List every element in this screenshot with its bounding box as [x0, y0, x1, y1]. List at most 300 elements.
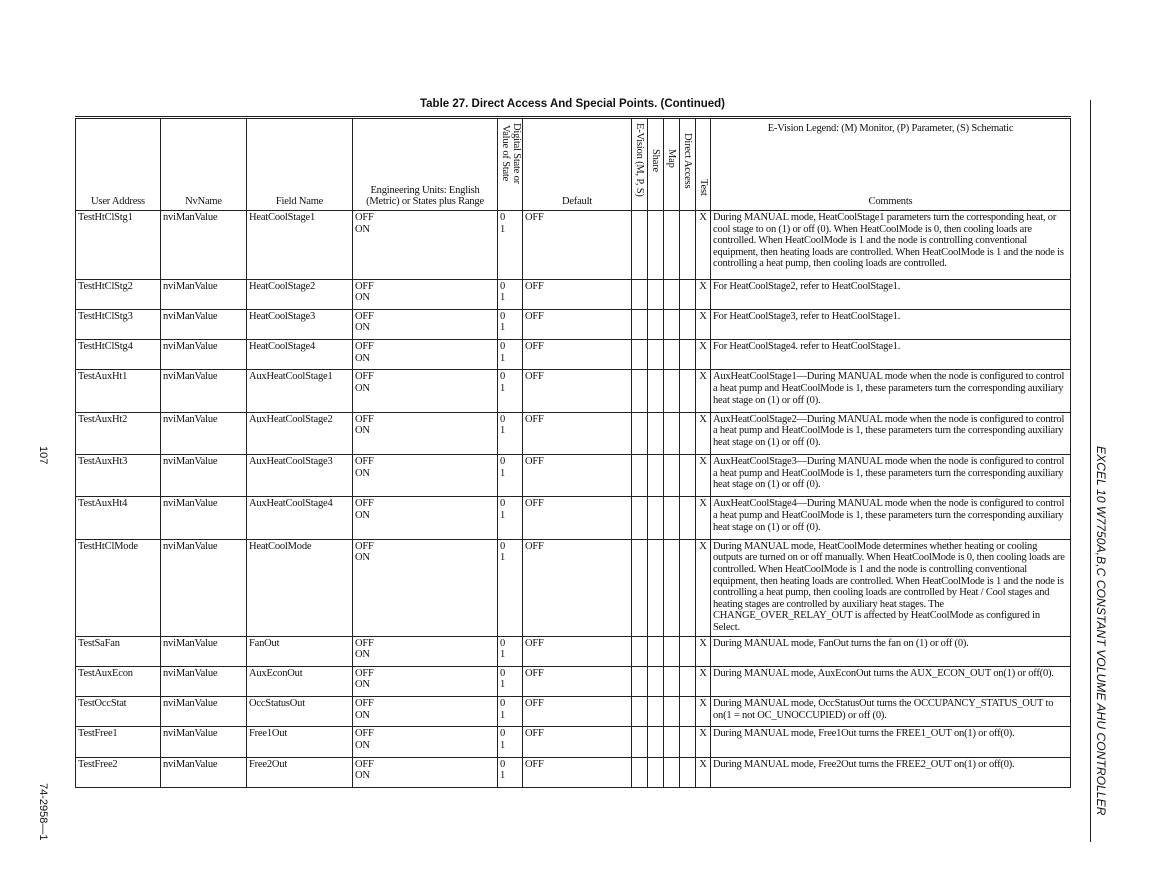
cell-nvname-text: nviManValue — [163, 413, 218, 425]
table-row — [76, 539, 1071, 636]
cell-field-name-text: HeatCoolStage3 — [249, 310, 316, 322]
cell-direct-access — [680, 455, 696, 497]
cell-default-text: OFF — [525, 413, 544, 425]
table-row — [76, 757, 1071, 787]
cell-user-address — [76, 370, 161, 412]
cell-states — [353, 211, 498, 280]
header-digital-state — [498, 118, 523, 211]
cell-map — [664, 455, 680, 497]
cell-comment-text: AuxHeatCoolStage4—During MANUAL mode when the node is configured to control a heat pump and HeatCoolMode is 1, these parameters turn the corresponding auxiliary heat stage on (1) or off (0). — [713, 498, 1065, 533]
cell-direct-access — [680, 539, 696, 636]
cell-comment-text: For HeatCoolStage4. refer to HeatCoolStage1. — [713, 341, 901, 353]
cell-field-name-text: Free2Out — [249, 758, 288, 770]
cell-default — [523, 370, 632, 412]
cell-field-name-text: FanOut — [249, 637, 280, 649]
cell-states-text: OFF — [355, 413, 374, 425]
cell-nvname-text: nviManValue — [163, 280, 218, 292]
cell-values-text: 0 — [500, 371, 506, 383]
cell-states-text: ON — [355, 552, 370, 564]
cell-nvname — [161, 211, 247, 280]
cell-values — [498, 309, 523, 339]
cell-states-text: OFF — [355, 728, 374, 740]
cell-field-name-text: AuxHeatCoolStage2 — [249, 413, 333, 425]
cell-nvname-text: nviManValue — [163, 371, 218, 383]
cell-share — [648, 279, 664, 309]
cell-values — [498, 697, 523, 727]
cell-comment-text: During MANUAL mode, HeatCoolMode determines whether heating or cooling outputs are turned on or off manually. When HeatCoolMode is 0, then cooling loads are controlled. When HeatCoolMode is 1 and the node is controlling conventional equipment, then heating loads are controlled. When HeatCoolMode is 1 and the node is controlling a heat pump, then cooling loads are controlled by Heat / Cool stages and heating stages are controlled by auxiliary heat stages. The CHANGE_OVER_RELAY_OUT is affected by HeatCoolMode as configured in Select. — [713, 540, 1065, 633]
cell-test-text: X — [699, 341, 707, 353]
cell-field-name — [247, 666, 353, 696]
cell-comment — [711, 279, 1071, 309]
cell-user-address — [76, 497, 161, 539]
cell-states-text: ON — [355, 510, 370, 522]
cell-states-text: OFF — [355, 212, 374, 223]
cell-comment-text: AuxHeatCoolStage1—During MANUAL mode when the node is configured to control a heat pump and HeatCoolMode is 1, these parameters turn the corresponding auxiliary heat stage on (1) or off (0). — [713, 371, 1065, 406]
cell-states-text: OFF — [355, 540, 374, 552]
cell-comment-text: During MANUAL mode, Free2Out turns the FREE2_OUT on(1) or off(0). — [713, 758, 1015, 770]
cell-states — [353, 455, 498, 497]
cell-evision — [632, 279, 648, 309]
cell-values-text: 1 — [500, 322, 506, 334]
cell-default — [523, 757, 632, 787]
cell-comment — [711, 309, 1071, 339]
cell-user-address-text: TestHtClStg1 — [78, 212, 133, 223]
cell-test-text: X — [699, 728, 707, 740]
cell-comment — [711, 211, 1071, 280]
cell-share — [648, 340, 664, 370]
cell-field-name — [247, 370, 353, 412]
cell-values — [498, 370, 523, 412]
cell-user-address — [76, 211, 161, 280]
cell-default-text: OFF — [525, 540, 544, 552]
cell-field-name-text: HeatCoolStage1 — [249, 212, 316, 223]
cell-states-text: ON — [355, 382, 370, 394]
cell-states — [353, 497, 498, 539]
cell-nvname — [161, 309, 247, 339]
cell-values-text: 0 — [500, 498, 506, 510]
cell-user-address — [76, 279, 161, 309]
cell-values — [498, 757, 523, 787]
cell-values-text: 1 — [500, 709, 506, 721]
cell-user-address — [76, 697, 161, 727]
header-evision-label: E-Vision (M, P, S) — [634, 123, 645, 197]
cell-user-address — [76, 309, 161, 339]
table-row — [76, 636, 1071, 666]
cell-map — [664, 697, 680, 727]
cell-default — [523, 539, 632, 636]
cell-evision — [632, 666, 648, 696]
cell-user-address — [76, 455, 161, 497]
cell-field-name-text: AuxHeatCoolStage3 — [249, 456, 333, 468]
cell-states-text: ON — [355, 352, 370, 364]
cell-default-text: OFF — [525, 371, 544, 383]
cell-share — [648, 309, 664, 339]
cell-map — [664, 370, 680, 412]
cell-states-text: OFF — [355, 456, 374, 468]
cell-values-text: 0 — [500, 212, 506, 223]
cell-values-text: 1 — [500, 352, 506, 364]
cell-field-name-text: HeatCoolStage4 — [249, 341, 316, 353]
cell-states-text: OFF — [355, 498, 374, 510]
cell-values-text: 1 — [500, 223, 506, 235]
cell-user-address-text: TestHtClStg4 — [78, 341, 133, 353]
header-row — [76, 118, 1071, 211]
header-evision — [632, 118, 648, 211]
cell-user-address-text: TestAuxHt2 — [78, 413, 128, 425]
cell-evision — [632, 497, 648, 539]
cell-nvname-text: nviManValue — [163, 212, 218, 223]
cell-user-address — [76, 727, 161, 757]
side-title: EXCEL 10 W7750A,B,C CONSTANT VOLUME AHU CONTROLLER — [1094, 446, 1108, 816]
cell-values-text: 1 — [500, 382, 506, 394]
cell-test — [696, 309, 711, 339]
cell-states-text: ON — [355, 649, 370, 661]
cell-test-text: X — [699, 758, 707, 770]
cell-field-name — [247, 412, 353, 454]
cell-nvname — [161, 539, 247, 636]
cell-states — [353, 412, 498, 454]
header-share-label: Share — [650, 149, 661, 172]
table-row — [76, 340, 1071, 370]
cell-evision — [632, 727, 648, 757]
cell-map — [664, 539, 680, 636]
cell-comment-text: For HeatCoolStage2, refer to HeatCoolStage1. — [713, 280, 901, 292]
cell-map — [664, 211, 680, 280]
cell-default — [523, 727, 632, 757]
cell-default-text: OFF — [525, 637, 544, 649]
cell-comment — [711, 497, 1071, 539]
cell-values — [498, 412, 523, 454]
table-row — [76, 727, 1071, 757]
cell-field-name-text: AuxHeatCoolStage4 — [249, 498, 333, 510]
cell-direct-access — [680, 412, 696, 454]
cell-nvname — [161, 455, 247, 497]
cell-values-text: 0 — [500, 637, 506, 649]
cell-direct-access — [680, 370, 696, 412]
cell-nvname — [161, 697, 247, 727]
cell-nvname — [161, 636, 247, 666]
cell-user-address — [76, 757, 161, 787]
cell-nvname-text: nviManValue — [163, 667, 218, 679]
cell-states-text: OFF — [355, 310, 374, 322]
cell-nvname — [161, 666, 247, 696]
cell-default-text: OFF — [525, 758, 544, 770]
cell-field-name-text: Free1Out — [249, 728, 288, 740]
cell-user-address-text: TestHtClStg2 — [78, 280, 133, 292]
cell-test — [696, 455, 711, 497]
cell-states — [353, 370, 498, 412]
cell-nvname-text: nviManValue — [163, 540, 218, 552]
cell-field-name — [247, 455, 353, 497]
cell-field-name — [247, 340, 353, 370]
cell-default — [523, 211, 632, 280]
cell-test — [696, 370, 711, 412]
cell-share — [648, 757, 664, 787]
cell-states — [353, 539, 498, 636]
side-rule — [1090, 100, 1091, 842]
cell-values-text: 1 — [500, 552, 506, 564]
cell-nvname — [161, 279, 247, 309]
cell-user-address-text: TestFree1 — [78, 728, 118, 740]
cell-direct-access — [680, 636, 696, 666]
header-map-label: Map — [666, 149, 677, 168]
cell-values-text: 1 — [500, 425, 506, 437]
table-row — [76, 455, 1071, 497]
cell-default — [523, 666, 632, 696]
cell-evision — [632, 455, 648, 497]
cell-states-text: OFF — [355, 371, 374, 383]
cell-field-name — [247, 636, 353, 666]
cell-evision — [632, 757, 648, 787]
cell-nvname — [161, 412, 247, 454]
cell-values-text: 1 — [500, 292, 506, 304]
cell-default — [523, 309, 632, 339]
cell-test-text: X — [699, 456, 707, 468]
table-row — [76, 370, 1071, 412]
cell-test — [696, 497, 711, 539]
cell-field-name-text: OccStatusOut — [249, 698, 305, 710]
cell-comment — [711, 455, 1071, 497]
cell-field-name-text: AuxEconOut — [249, 667, 303, 679]
cell-states-text: ON — [355, 770, 370, 782]
cell-values — [498, 727, 523, 757]
cell-test-text: X — [699, 637, 707, 649]
cell-field-name-text: AuxHeatCoolStage1 — [249, 371, 333, 383]
cell-test-text: X — [699, 540, 707, 552]
cell-states-text: OFF — [355, 667, 374, 679]
cell-states — [353, 279, 498, 309]
cell-values-text: 1 — [500, 510, 506, 522]
cell-comment-text: For HeatCoolStage3, refer to HeatCoolStage1. — [713, 310, 901, 322]
cell-test-text: X — [699, 212, 707, 223]
cell-nvname-text: nviManValue — [163, 341, 218, 353]
cell-share — [648, 539, 664, 636]
evision-legend: E-Vision Legend: (M) Monitor, (P) Parameter, (S) Schematic — [767, 123, 1014, 134]
cell-states-text: ON — [355, 223, 370, 235]
header-direct-access-label: Direct Access — [682, 133, 693, 189]
cell-direct-access — [680, 757, 696, 787]
cell-comment — [711, 539, 1071, 636]
cell-field-name — [247, 539, 353, 636]
cell-direct-access — [680, 666, 696, 696]
cell-default-text: OFF — [525, 341, 544, 353]
cell-values-text: 1 — [500, 649, 506, 661]
cell-direct-access — [680, 211, 696, 280]
cell-direct-access — [680, 279, 696, 309]
cell-comment-text: During MANUAL mode, AuxEconOut turns the AUX_ECON_OUT on(1) or off(0). — [713, 667, 1054, 679]
cell-test — [696, 727, 711, 757]
cell-user-address-text: TestAuxHt1 — [78, 371, 128, 383]
cell-comment — [711, 412, 1071, 454]
cell-values — [498, 455, 523, 497]
cell-nvname-text: nviManValue — [163, 498, 218, 510]
cell-map — [664, 309, 680, 339]
cell-nvname-text: nviManValue — [163, 310, 218, 322]
cell-user-address-text: TestFree2 — [78, 758, 118, 770]
cell-test-text: X — [699, 280, 707, 292]
cell-states — [353, 636, 498, 666]
cell-share — [648, 211, 664, 280]
cell-test-text: X — [699, 413, 707, 425]
cell-comment-text: During MANUAL mode, Free1Out turns the FREE1_OUT on(1) or off(0). — [713, 728, 1015, 740]
cell-user-address — [76, 636, 161, 666]
cell-values — [498, 497, 523, 539]
cell-user-address — [76, 340, 161, 370]
table-body — [76, 211, 1071, 788]
cell-test — [696, 279, 711, 309]
cell-map — [664, 666, 680, 696]
cell-default-text: OFF — [525, 212, 544, 223]
cell-values-text: 0 — [500, 413, 506, 425]
cell-evision — [632, 340, 648, 370]
cell-default — [523, 279, 632, 309]
table-row — [76, 279, 1071, 309]
cell-user-address — [76, 539, 161, 636]
cell-values-text: 0 — [500, 341, 506, 353]
cell-map — [664, 636, 680, 666]
cell-values-text: 1 — [500, 770, 506, 782]
table-row — [76, 666, 1071, 696]
header-map — [664, 118, 680, 211]
cell-direct-access — [680, 309, 696, 339]
cell-values-text: 0 — [500, 667, 506, 679]
cell-default — [523, 455, 632, 497]
header-test — [696, 118, 711, 211]
cell-comment-text: During MANUAL mode, FanOut turns the fan on (1) or off (0). — [713, 637, 969, 649]
cell-user-address — [76, 666, 161, 696]
cell-values-text: 1 — [500, 739, 506, 751]
cell-nvname — [161, 370, 247, 412]
cell-comment-text: AuxHeatCoolStage3—During MANUAL mode when the node is configured to control a heat pump and HeatCoolMode is 1, these parameters turn the corresponding auxiliary heat stage on (1) or off (0). — [713, 456, 1065, 491]
cell-share — [648, 666, 664, 696]
cell-evision — [632, 211, 648, 280]
header-nvname: NvName — [161, 118, 247, 211]
table-row — [76, 211, 1071, 280]
cell-field-name — [247, 309, 353, 339]
cell-share — [648, 412, 664, 454]
cell-comment — [711, 370, 1071, 412]
cell-values-text: 0 — [500, 698, 506, 710]
table-row — [76, 497, 1071, 539]
cell-test-text: X — [699, 698, 707, 710]
cell-direct-access — [680, 727, 696, 757]
cell-values-text: 0 — [500, 456, 506, 468]
cell-direct-access — [680, 697, 696, 727]
header-digital-line1: Digital State or — [511, 123, 522, 184]
cell-values — [498, 211, 523, 280]
cell-evision — [632, 370, 648, 412]
cell-nvname — [161, 497, 247, 539]
header-engineering-units — [353, 118, 498, 211]
cell-default — [523, 497, 632, 539]
page-number: 107 — [37, 446, 49, 465]
cell-values-text: 0 — [500, 540, 506, 552]
cell-values — [498, 666, 523, 696]
table-title: Table 27. Direct Access And Special Points. (Continued) — [419, 98, 726, 110]
cell-user-address-text: TestSaFan — [78, 637, 120, 649]
cell-values — [498, 279, 523, 309]
cell-user-address-text: TestAuxHt3 — [78, 456, 128, 468]
cell-comment — [711, 636, 1071, 666]
direct-access-table — [75, 116, 1071, 788]
cell-field-name — [247, 211, 353, 280]
cell-states — [353, 757, 498, 787]
document-number: 74-2958—1 — [37, 783, 49, 841]
cell-nvname-text: nviManValue — [163, 637, 218, 649]
cell-nvname-text: nviManValue — [163, 728, 218, 740]
cell-share — [648, 636, 664, 666]
cell-direct-access — [680, 340, 696, 370]
cell-map — [664, 727, 680, 757]
cell-nvname-text: nviManValue — [163, 758, 218, 770]
cell-user-address-text: TestAuxHt4 — [78, 498, 128, 510]
cell-map — [664, 757, 680, 787]
cell-test — [696, 666, 711, 696]
cell-states-text: OFF — [355, 637, 374, 649]
cell-evision — [632, 697, 648, 727]
cell-user-address-text: TestHtClMode — [78, 540, 138, 552]
cell-states-text: OFF — [355, 758, 374, 770]
cell-values — [498, 636, 523, 666]
cell-evision — [632, 636, 648, 666]
cell-user-address-text: TestAuxEcon — [78, 667, 133, 679]
cell-states-text: ON — [355, 739, 370, 751]
cell-values-text: 0 — [500, 758, 506, 770]
cell-states-text: ON — [355, 709, 370, 721]
cell-values — [498, 539, 523, 636]
cell-comment-text: During MANUAL mode, HeatCoolStage1 parameters turn the corresponding heat, or cool stage to on (1) or off (0). When HeatCoolMode is 0, then cooling loads are controlled. When HeatCoolMode is 1 and the node is controlling conventional equipment, then heating loads are controlled. When HeatCoolMode is 1 and the node is controlling a heat pump, then cooling loads are controlled. — [713, 212, 1064, 270]
cell-nvname-text: nviManValue — [163, 698, 218, 710]
cell-share — [648, 455, 664, 497]
cell-default — [523, 636, 632, 666]
cell-user-address-text: TestHtClStg3 — [78, 310, 133, 322]
header-field-name: Field Name — [247, 118, 353, 211]
cell-states — [353, 727, 498, 757]
header-share — [648, 118, 664, 211]
cell-values-text: 0 — [500, 280, 506, 292]
cell-comment-text: During MANUAL mode, OccStatusOut turns the OCCUPANCY_STATUS_OUT to on(1 = not OC_UNOCCUPIED) or off (0). — [713, 698, 1054, 721]
cell-default — [523, 340, 632, 370]
header-user-address: User Address — [76, 118, 161, 211]
cell-nvname-text: nviManValue — [163, 456, 218, 468]
cell-nvname — [161, 340, 247, 370]
cell-field-name-text: HeatCoolMode — [249, 540, 312, 552]
cell-states-text: ON — [355, 679, 370, 691]
header-digital-line2: Value of State — [500, 125, 511, 182]
cell-states-text: ON — [355, 467, 370, 479]
cell-test-text: X — [699, 498, 707, 510]
cell-nvname — [161, 727, 247, 757]
header-test-label: Test — [698, 179, 709, 196]
cell-field-name — [247, 727, 353, 757]
table-row — [76, 697, 1071, 727]
cell-comment — [711, 757, 1071, 787]
cell-states — [353, 666, 498, 696]
cell-states-text: OFF — [355, 341, 374, 353]
cell-default-text: OFF — [525, 498, 544, 510]
cell-field-name — [247, 697, 353, 727]
cell-values-text: 0 — [500, 310, 506, 322]
cell-share — [648, 727, 664, 757]
cell-share — [648, 697, 664, 727]
header-comments-label: Comments — [868, 196, 913, 208]
cell-values-text: 1 — [500, 467, 506, 479]
cell-states-text: ON — [355, 292, 370, 304]
cell-field-name — [247, 279, 353, 309]
header-eng-units-line2: (Metric) or States plus Range — [366, 196, 484, 208]
cell-test-text: X — [699, 667, 707, 679]
cell-default-text: OFF — [525, 456, 544, 468]
